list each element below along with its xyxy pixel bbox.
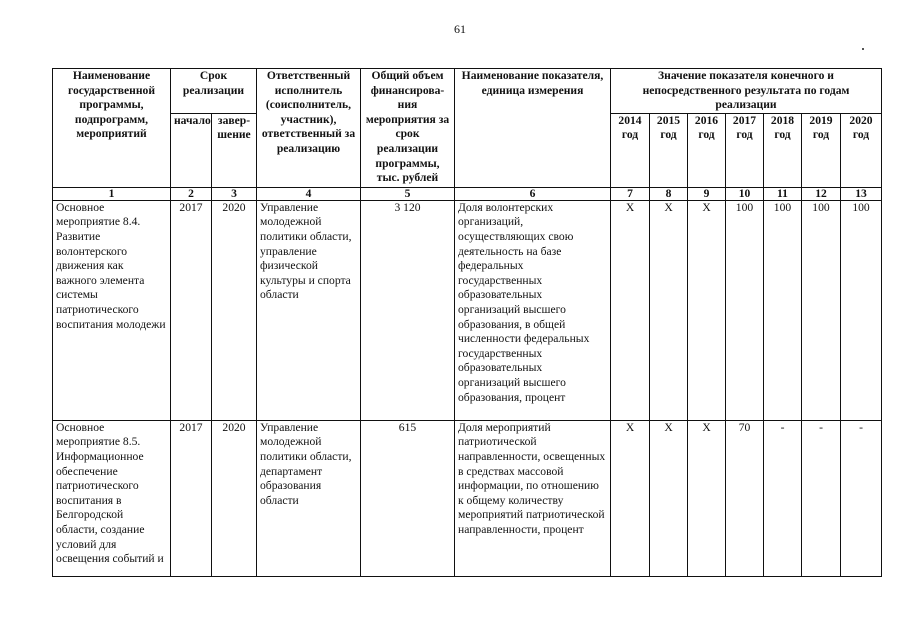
column-number-row [53, 187, 882, 200]
value-2020-cell: - [841, 420, 882, 576]
page-number: 61 [454, 22, 466, 36]
header-executor: Ответственный исполнитель (соисполнитель, участник), ответственный за реализацию [257, 69, 361, 188]
column-number: 6 [455, 187, 611, 200]
program-table [52, 68, 882, 577]
value-2014-cell: X [611, 420, 650, 576]
program-name-cell: Основное мероприятие 8.4. Развитие волонтерского движения как важного элемента системы патриотического воспитания молодежи [53, 200, 171, 420]
value-2020-cell: 100 [841, 200, 882, 420]
column-number: 3 [212, 187, 257, 200]
program-name-cell: Основное мероприятие 8.5. Информационное обеспечение патриотического воспитания в Белгородской области, создание условий для освещения событий и [53, 420, 171, 576]
header-start: начало [171, 113, 212, 187]
column-number: 5 [361, 187, 455, 200]
header-end: завер-шение [212, 113, 257, 187]
scan-speck [862, 48, 864, 50]
header-year-2019: 2019 год [802, 113, 841, 187]
column-number: 10 [726, 187, 764, 200]
column-number: 8 [650, 187, 688, 200]
column-number: 7 [611, 187, 650, 200]
value-2015-cell: X [650, 420, 688, 576]
value-2016-cell: X [688, 420, 726, 576]
column-number: 2 [171, 187, 212, 200]
end-year-cell: 2020 [212, 200, 257, 420]
value-2017-cell: 100 [726, 200, 764, 420]
header-funding: Общий объем финансирова-ния мероприятия за срок реализации программы, тыс. рублей [361, 69, 455, 188]
header-year-2017: 2017 год [726, 113, 764, 187]
value-2019-cell: - [802, 420, 841, 576]
header-year-2020: 2020 год [841, 113, 882, 187]
header-year-2016: 2016 год [688, 113, 726, 187]
header-period: Срок реализации [171, 69, 257, 114]
table-row [53, 200, 882, 420]
column-number: 12 [802, 187, 841, 200]
start-year-cell: 2017 [171, 200, 212, 420]
value-2016-cell: X [688, 200, 726, 420]
table-row [53, 420, 882, 576]
indicator-cell: Доля волонтерских организаций, осуществляющих свою деятельность на базе федеральных государственных образовательных организаций высшего образования, в общей численности федеральных государственных образовательных организаций высшего образования, процент [455, 200, 611, 420]
executor-cell: Управление молодежной политики области, департамент образования области [257, 420, 361, 576]
column-number: 1 [53, 187, 171, 200]
value-2017-cell: 70 [726, 420, 764, 576]
funding-cell: 3 120 [361, 200, 455, 420]
column-number: 11 [764, 187, 802, 200]
executor-cell: Управление молодежной политики области, управление физической культуры и спорта области [257, 200, 361, 420]
header-row-top [53, 69, 882, 114]
value-2019-cell: 100 [802, 200, 841, 420]
header-indicator: Наименование показателя, единица измерения [455, 69, 611, 188]
column-number: 13 [841, 187, 882, 200]
end-year-cell: 2020 [212, 420, 257, 576]
funding-cell: 615 [361, 420, 455, 576]
value-2018-cell: - [764, 420, 802, 576]
value-2018-cell: 100 [764, 200, 802, 420]
column-number: 4 [257, 187, 361, 200]
indicator-cell: Доля мероприятий патриотической направленности, освещенных в средствах массовой информации, по отношению к общему количеству мероприятий патриотической направленности, процент [455, 420, 611, 576]
header-year-2015: 2015 год [650, 113, 688, 187]
column-number: 9 [688, 187, 726, 200]
header-year-2014: 2014 год [611, 113, 650, 187]
value-2014-cell: X [611, 200, 650, 420]
header-program-name: Наименование государственной программы, подпрограмм, мероприятий [53, 69, 171, 188]
header-indicator-values: Значение показателя конечного и непосредственного результата по годам реализации [611, 69, 882, 114]
value-2015-cell: X [650, 200, 688, 420]
header-year-2018: 2018 год [764, 113, 802, 187]
start-year-cell: 2017 [171, 420, 212, 576]
